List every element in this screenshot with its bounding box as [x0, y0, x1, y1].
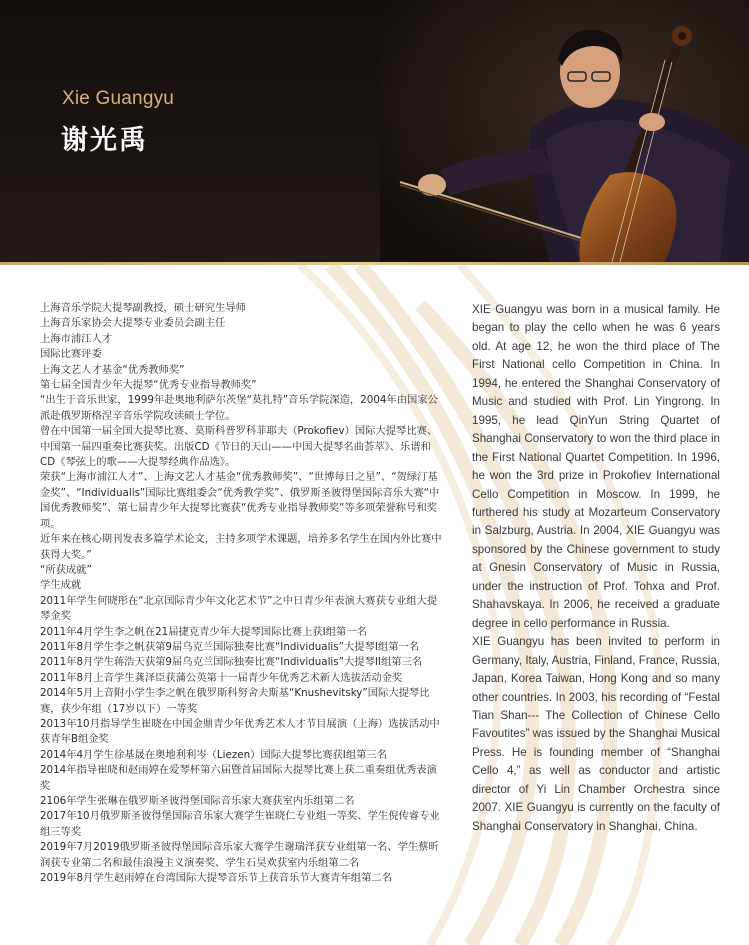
- cn-bio-line: 2014年指导崔晓和赵雨婷在爱琴杯第六届暨首届国际大提琴比赛上获二重奏组优秀表演奖: [40, 764, 437, 792]
- cn-bio-line: 2011年8月上音学生龚泽臣获蒲公英第十一届青少年优秀艺术新人选拔活动金奖: [40, 671, 403, 684]
- cn-bio-line: 荣获“上海市浦江人才”、上海文艺人才基金“优秀教师奖”、“世博每日之星”、“贺绿汀基金奖”、“Individualis”国际比赛组委会“优秀教学奖”、俄罗斯圣彼得堡国际音乐大赛“中国优秀教师奖”、第七届青少年大提琴比赛获“优秀专业指导教师奖”等多项荣誉称号和奖项。: [40, 471, 440, 530]
- cn-bio-line: 2019年8月学生赵雨婷在台湾国际大提琴音乐节上获音乐节大赛青年组第二名: [40, 872, 392, 885]
- en-bio-paragraph: XIE Guangyu has been invited to perform in Germany, Italy, Austria, Finland, France, Russia, Japan, Korea Taiwan, Hong Kong and so many other countries. In 2003, his recording of “Festal Tian Shan--- The Collection of Chinese Cello Favoutites” was issued by the Shanghai Musical Press. He is founding member of “Shanghai Cello 4,” as well as conductor and artistic director of Yi Lin Chamber Orchestra since 2007. XIE Guangyu is currently on the faculty of Shanghai Conservatory in Shanghai, China.: [472, 635, 720, 833]
- cn-bio-line: 2011年学生何晓彤在“北京国际青少年文化艺术节”之中日青少年表演大赛获专业组大提琴金奖: [40, 594, 438, 623]
- cn-bio-line: “出生于音乐世家，1999年赴奥地利萨尔茨堡“莫扎特”音乐学院深造，2004年由国家公派赴俄罗斯格涅辛音乐学院攻读硕士学位。: [40, 394, 438, 422]
- cn-bio-line: 学生成就: [40, 579, 82, 592]
- cn-bio-line: 第七届全国青少年大提琴“优秀专业指导教师奖”: [40, 379, 257, 392]
- cn-bio-line: 2014年5月上音附小学生李之帆在俄罗斯科努舍夫斯基“Knushevitsky”国际大提琴比赛，获少年组（17岁以下）一等奖: [40, 687, 430, 715]
- cn-bio-line: 2019年7月2019俄罗斯圣彼得堡国际音乐家大赛学生谢瑞洋获专业组第一名、学生蔡昕润获专业第二名和最佳浪漫主义演奏奖、学生石昊欢获室内乐组第二名: [40, 841, 439, 869]
- cn-bio-line: 上海音乐学院大提琴副教授，硕士研究生导师: [40, 302, 246, 314]
- name-chinese: 谢光禹: [61, 125, 148, 156]
- cn-bio-line: 2106年学生张琳在俄罗斯圣彼得堡国际音乐家大赛获室内乐组第二名: [40, 795, 355, 807]
- header-banner: [0, 0, 749, 262]
- cn-bio-line: 2014年4月学生徐基晟在奥地利利岑（Liezen）国际大提琴比赛获I组第三名: [40, 748, 388, 761]
- chinese-biography: [40, 301, 444, 886]
- cn-bio-line: 国际比赛评委: [40, 348, 102, 361]
- cn-bio-line: 2017年10月俄罗斯圣彼得堡国际音乐家大赛学生崔晓仁专业组一等奖、学生倪传睿专业组三等奖: [40, 810, 440, 838]
- cn-bio-line: 2011年8月学生李之帆获第9届乌克兰国际独奏比赛“Individualis”大提琴I组第一名: [40, 640, 420, 653]
- cn-bio-line: 上海文艺人才基金“优秀教师奖”: [40, 363, 185, 376]
- english-biography: [472, 301, 720, 836]
- cn-bio-line: 2011年8月学生蒋浩天获第9届乌克兰国际独奏比赛“Individualis”大提琴II组第三名: [40, 656, 423, 669]
- cellist-photo: [380, 0, 749, 262]
- cn-bio-line: 上海市浦江人才: [40, 332, 113, 345]
- cn-bio-line: 近年来在核心期刊发表多篇学术论文，主持多项学术课题，培养多名学生在国内外比赛中获得大奖。”: [40, 533, 442, 561]
- name-english: Xie Guangyu: [62, 88, 175, 109]
- cn-bio-line: 曾在中国第一届全国大提琴比赛、莫斯科普罗科菲耶夫（Prokofiev）国际大提琴比赛、中国第一届四重奏比赛获奖。出版CD《节日的天山——中国大提琴名曲荟萃》、乐谱和CD《琴弦上的歌——大提琴经典作品选》。: [40, 425, 438, 469]
- gold-divider: [0, 262, 749, 265]
- en-bio-paragraph: XIE Guangyu was born in a musical family. He began to play the cello when he was 6 years old. At age 12, he won the third place of The First National cello Competition in China. In 1994, he entered the Shanghai Conservatory of Music and studied with Prof. Lin Yingrong. In 1995, he lead QinYun String Quartet of Shanghai Conservatory to won the third place in the First National Quartet Competition. In 1996, he won the 3rd prize in Prokofiev International Cello Competition in Moscow. In 1999, he furthered his study at Mozarteum Conservatory in Salzburg, Austria. In 2004, XIE Guangyu was sponsored by the Chinese government to study at Gnesin Conservatory of Music in Russia, under the instruction of Prof. Tohxa and Prof. Shahavskaya. In 2006, he received a graduate degree in cello performance in Russia.: [472, 303, 720, 630]
- cn-bio-line: 上海音乐家协会大提琴专业委员会副主任: [40, 317, 226, 330]
- cn-bio-line: 2011年4月学生李之帆在21届捷克青少年大提琴国际比赛上获I组第一名: [40, 625, 367, 638]
- cn-bio-line: 2013年10月指导学生崔晓在中国金鼎青少年优秀艺术人才节目展演（上海）选拔活动中获青年B组金奖: [40, 717, 440, 746]
- cn-bio-line: “所获成就”: [40, 563, 92, 576]
